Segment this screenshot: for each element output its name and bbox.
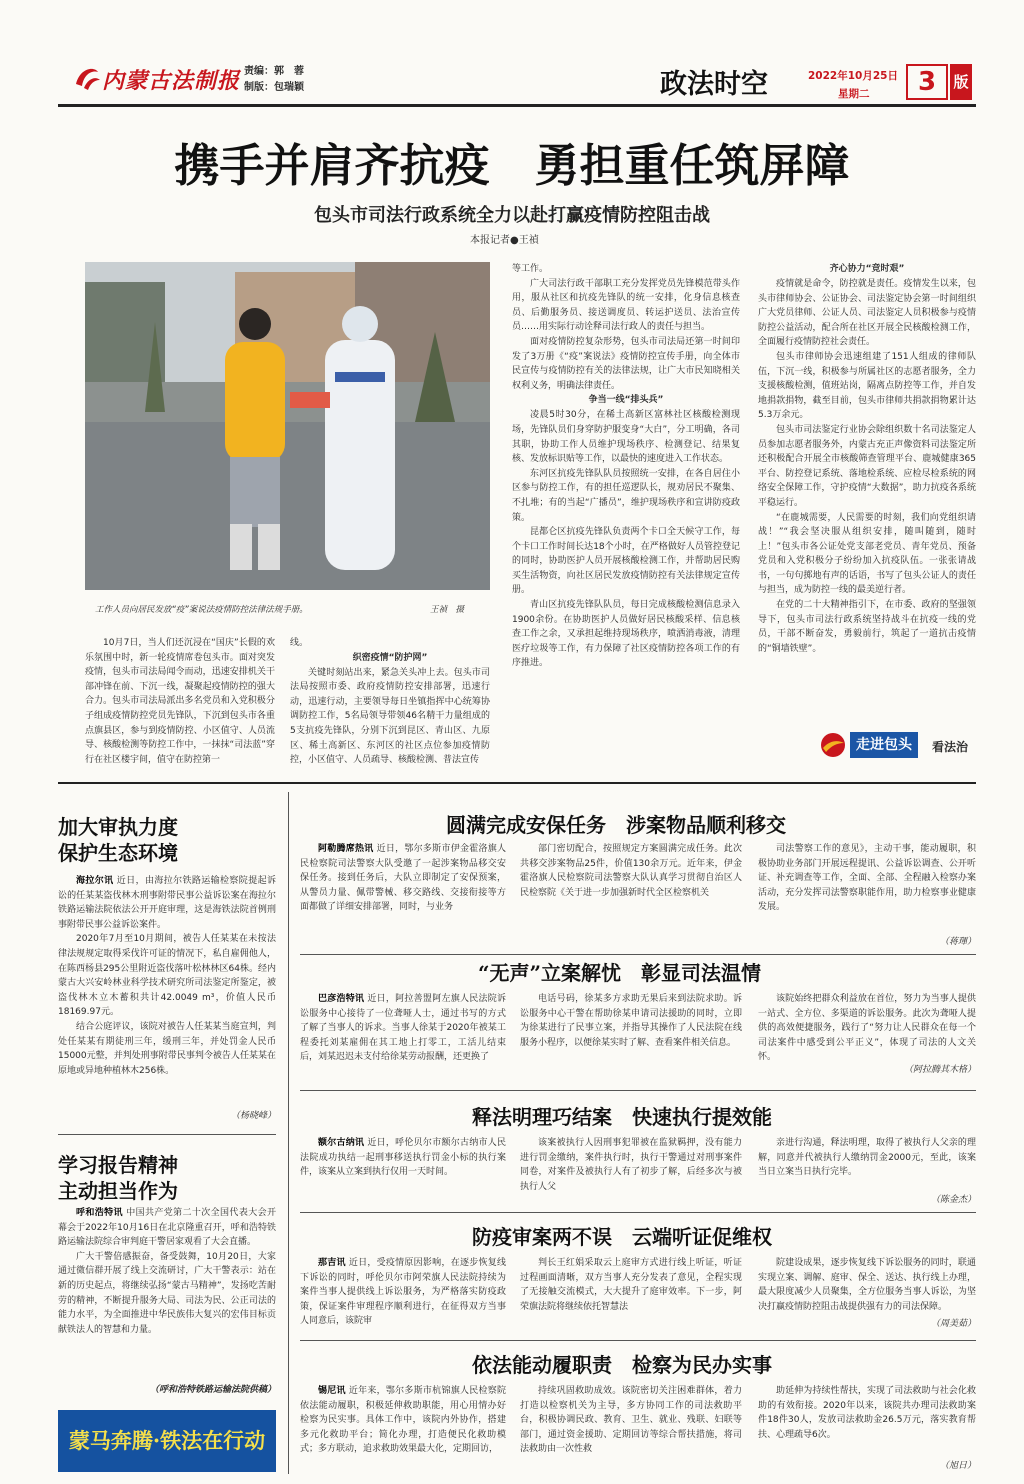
left-story-2-body bbox=[58, 1206, 276, 1382]
left-story-2-dateline: 呼和浩特讯 bbox=[76, 1208, 123, 1218]
story-b-col-1 bbox=[300, 992, 506, 1080]
issue-date: 2022年10月25日 bbox=[808, 70, 898, 82]
story-b-signature: （阿拉腾其木格） bbox=[903, 1065, 976, 1075]
photo-scene-icon bbox=[85, 262, 490, 590]
story-d-col2-text: 判长王红娟采取云上庭审方式进行线上听证，听证过程画面清晰，双方当事人充分发表了意见，全程实现了无接触交流模式，大大提升了庭审效率。下一步，阿荣旗法院将继续依托智慧法 bbox=[520, 1258, 742, 1312]
lead-col3-para-3: 凌晨5时30分，在稀土高新区富林社区核酸检测现场，先锋队员们身穿防护服变身“大白”，分工明确，各司其职，协助工作人员维护现场秩序、检测登记、结果复核、发放标识贴等工作，以最快的速度进入工作状态。 bbox=[512, 410, 740, 465]
story-b-col-3 bbox=[758, 992, 976, 1066]
lead-subhead-2: 争当一线“排头兵” bbox=[588, 395, 664, 406]
story-a-col1-text: 近日，鄂尔多斯市伊金霍洛旗人民检察院司法警察大队受邀了一起涉案物品移交安保任务。接到任务后，大队立即制定了安保预案，从警员力量、佩带警械、移交路线、交接衔接等方面都做了详细安排部署，同时，与业务 bbox=[300, 844, 506, 913]
story-b-col3-text: 该院始终把群众利益放在首位，努力为当事人提供一站式、全方位、多渠道的诉讼服务。此次为聋哑人提供的高效便捷服务，践行了“努力让人民群众在每一个司法案件中感受到公平正义”，体现了司法的人文关怀。 bbox=[758, 994, 976, 1063]
story-d-col-3 bbox=[758, 1256, 976, 1326]
designer-credit: 制版：包瑞颖 bbox=[244, 82, 304, 93]
lead-bottom-rule bbox=[58, 782, 976, 784]
lead-col3-para-1: 广大司法行政干部职工充分发挥党员先锋模范带头作用，服从社区和抗疫先锋队的统一安排，化身信息核查员、后勤服务员、接送调度员、转运护送员、法治宣传员……用实际行动诠释司法行政人的责任与担当。 bbox=[512, 278, 740, 333]
lead-column-4 bbox=[758, 262, 976, 720]
page-suffix: 版 bbox=[953, 73, 969, 91]
story-e-para-1 bbox=[300, 1384, 506, 1457]
lead-subheadline: 包头市司法行政系统全力以赴打赢疫情防控阻击战 bbox=[314, 205, 710, 226]
story-b-col-2 bbox=[520, 992, 742, 1080]
divider-c bbox=[300, 1212, 976, 1213]
section-name: 政法时空 bbox=[660, 69, 768, 100]
badge-sub-label: 看法治 bbox=[932, 740, 969, 754]
story-a-dateline: 阿勒腾席热讯 bbox=[318, 844, 374, 854]
story-c-col2-text: 该案被执行人因刑事犯罪被在监狱羁押，没有能力进行罚金缴纳，案件执行时，执行干警通过对刑事案件同卷，对案件及被执行人有了初步了解，后经多次与被执行人父 bbox=[520, 1138, 742, 1192]
story-a-col-1 bbox=[300, 842, 506, 954]
lead-byline: 本报记者●王禎 bbox=[470, 235, 539, 246]
story-c-col-1 bbox=[300, 1136, 506, 1208]
story-d-title: 防疫审案两不误 云端听证促维权 bbox=[472, 1225, 772, 1249]
story-c-signature: （陈金杰） bbox=[930, 1195, 976, 1205]
page-number: 3 bbox=[917, 67, 937, 97]
promo-banner-label: 蒙马奔腾·铁法在行动 bbox=[68, 1428, 266, 1453]
story-b-title: “无声”立案解忧 彰显司法温情 bbox=[478, 961, 762, 985]
story-a-para-1 bbox=[300, 842, 506, 915]
lead-col3-text-a: 等工作。 bbox=[512, 264, 549, 274]
masthead-rule bbox=[58, 104, 976, 107]
lead-col4-para-1: 疫情就是命令，防控就是责任。疫情发生以来，包头市律师协会、公证协会、司法鉴定协会第一时间组织广大党员律师、公证人员、司法鉴定人员积极参与疫情防控公益活动，配合所在社区开展全民核酸检测工作，全面履行疫情防控社会责任。 bbox=[758, 279, 976, 348]
left-story-1-para-3: 结合公庭评议，该院对被告人任某某当庭宣判，判处任某某有期徒刑三年，缓刑三年，并处罚金人民币15000元整，并判处刑事附带民事判令被告人任某某在原地或异地种植林木256株。 bbox=[58, 1021, 276, 1076]
story-c-title: 释法明理巧结案 快速执行提效能 bbox=[472, 1105, 772, 1129]
lead-col2-text-a: 线。 bbox=[290, 638, 309, 648]
divider-d bbox=[300, 1340, 976, 1341]
masthead bbox=[0, 0, 1024, 110]
story-d-para-1 bbox=[300, 1256, 506, 1329]
left-story-1-body bbox=[58, 874, 276, 1126]
lead-col3-para-5: 昆都仑区抗疫先锋队负责两个卡口全天候守工作，每个卡口工作时间长达18个小时，在严格做好人员管控登记的同时，协助医护人员开展核酸检测工作，并帮助居民购买生活物资，向社区居民发放疫情防控有关法律规定宣传册。 bbox=[512, 527, 740, 596]
lead-col1-text: 10月7日，当人们还沉浸在“国庆”长假的欢乐氛围中时，新一轮疫情席卷包头市。面对突发疫情，包头市司法局闻令而动，迅速安排机关干部冲锋在前、下沉一线，凝聚起疫情防控的强大合力。包头市司法局派出多名党员和入党积极分子组成疫情防控党员先锋队，下沉到包头市各重点旗县区，参与到疫情防控、小区值守、人员流导、核酸检测等防控工作中，一抹抹“司法蓝”穿行在社区楼宇间，值守在防控第一 bbox=[85, 638, 275, 765]
story-e-signature: （旭日） bbox=[939, 1461, 976, 1471]
story-d-col3-text: 院建设成果，逐步恢复线下诉讼服务的同时，联通实现立案、调解、庭审、保全、送达、执行线上办理，最大限度减少人员聚集，全方位服务当事人诉讼，为坚决打赢疫情防控阻击战提供强有力的司法保障。 bbox=[758, 1258, 976, 1312]
story-d-col1-text: 近日，受疫情原因影响，在逐步恢复线下诉讼的同时，呼伦贝尔市阿荣旗人民法院持续为案件当事人提供线上诉讼服务，为严格落实防疫政策，保证案件审理程序顺利进行，在征得双方当事人同意后，该院审 bbox=[300, 1258, 506, 1327]
left-story-2-signature: （呼和浩特铁路运输法院供稿） bbox=[149, 1385, 276, 1395]
story-e-dateline: 锡尼讯 bbox=[318, 1386, 346, 1396]
story-b-col2-text: 电话号码，徐某多方求助无果后来到法院求助。诉讼服务中心干警在帮助徐某申请司法援助的同时，立即为徐某进行了民事立案，并指导其操作了人民法院在线服务小程序，以便徐某实时了解、查看案件相关信息。 bbox=[520, 994, 742, 1048]
left-story-2-para-1 bbox=[58, 1206, 276, 1250]
story-d-dateline: 那吉讯 bbox=[318, 1258, 346, 1268]
story-e-col2-text: 持续巩固救助成效。该院密切关注困难群体，着力打造以检察机关为主导，多方协同工作的司法救助平台，积极协调民政、教育、卫生、就业、残联、妇联等部门，通过资金援助、定期回访等综合帮扶措施，将司法救助由一次性救 bbox=[520, 1386, 742, 1455]
story-a-col2-text: 部门密切配合，按照规定方案圆满完成任务。此次共移交涉案物品25件，价值130余万元。近年来，伊金霍洛旗人民检察院司法警察大队认真学习贯彻自治区人民检察院《关于进一步加强新时代全区检察机关 bbox=[520, 844, 742, 898]
left-story-1-title-2: 保护生态环境 bbox=[58, 841, 178, 865]
story-d-col-1 bbox=[300, 1256, 506, 1338]
story-c-col3-text: 亲进行沟通，释法明理，取得了被执行人父亲的理解，同意并代被执行人缴纳罚金2000元，至此，该案当日立案当日执行完毕。 bbox=[758, 1138, 976, 1178]
story-a-col3-text: 司法警察工作的意见》，主动干事，能动履职，积极协助业务部门开展远程提讯、公益诉讼调查、公开听证、补充调查等工作，全面、全部、全程融入检察办案活动，充分发挥司法警察职能作用，助力检察事业健康发展。 bbox=[758, 844, 976, 913]
story-c-col1-text: 近日，呼伦贝尔市额尔古纳市人民法院成功执结一起刑事移送执行罚金小标的执行案件，该案从立案到执行仅用一天时间。 bbox=[300, 1138, 506, 1178]
story-a-title: 圆满完成安保任务 涉案物品顺利移交 bbox=[446, 813, 786, 837]
lead-col3-para-4: 东河区抗疫先锋队队员按照统一安排，在各自居住小区参与防控工作，有的担任巡逻队长，规劝居民不聚集、不扎堆；有的当起“广播员”，维护现场秩序和宣讲防疫政策。 bbox=[512, 468, 740, 523]
story-b-col1-text: 近日，阿拉善盟阿左旗人民法院诉讼服务中心接待了一位聋哑人士，通过书写的方式了解了当事人的诉求。当事人徐某于2020年被某工程委托刘某雇佣在其工地上打零工，工活儿结束后，刘某迟迟未支付给徐某劳动报酬，还更换了 bbox=[300, 994, 506, 1063]
paper-name: 内蒙古法制报 bbox=[102, 68, 241, 94]
lead-subhead-3: 齐心协力“竞时艰” bbox=[829, 264, 905, 274]
story-d-col-2 bbox=[520, 1256, 742, 1338]
story-e-col-2 bbox=[520, 1384, 742, 1474]
left-story-1-title-1: 加大审执力度 bbox=[58, 815, 178, 839]
story-a-signature: （蒋琿） bbox=[939, 937, 976, 947]
lead-col4-para-3: 包头市司法鉴定行业协会除组织数十名司法鉴定人员参加志愿者服务外，内蒙古充正声像资料司法鉴定所还积极配合开展全市核酸筛查管理平台、鹿城健康365平台、防控登记系统、落地检系统、应检尽检系统的网络安全保障工作，守护疫情“大数据”，助力抗疫各系统平稳运行。 bbox=[758, 424, 976, 508]
lead-col3-para-6: 青山区抗疫先锋队队员，每日完成核酸检测信息录入1900余份。在协助医护人员做好居民核酸采样、信息核查工作之余，又承担起维持现场秩序，喷洒消毒液，清理医疗垃圾等工作，有力保障了社区疫情防控各项工作的有序推进。 bbox=[512, 600, 740, 669]
lead-col4-para-4: “在鹿城需要，人民需要的时刻，我们向党组织请战！”“我会坚决服从组织安排，随叫随到，随时上！”包头市各公证处党支部老党员、青年党员、预备党员和入党积极分子纷纷加入抗疫队伍。一张张请战书，一句句掷地有声的话语，书写了包头公证人的责任与担当，成为防控一线的最美逆行者。 bbox=[758, 512, 976, 596]
lead-subhead-1: 织密疫情“防护网” bbox=[352, 652, 428, 663]
left-divider-1 bbox=[58, 1134, 276, 1135]
story-c-dateline: 额尔古纳讯 bbox=[318, 1138, 365, 1148]
walk-into-baotou-badge bbox=[820, 728, 976, 762]
story-c-col-2 bbox=[520, 1136, 742, 1208]
story-c-para-1 bbox=[300, 1136, 506, 1180]
lead-column-3 bbox=[512, 262, 740, 774]
left-story-1-para-1 bbox=[58, 874, 276, 932]
photo-credit: 王禎 摄 bbox=[430, 605, 465, 615]
lead-headline: 携手并肩齐抗疫 勇担重任筑屏障 bbox=[174, 139, 850, 192]
page-number-box bbox=[906, 64, 948, 100]
photo-caption: 工作人员向居民发放“疫”案说法疫情防控法律法规手册。 bbox=[95, 605, 308, 615]
lead-photo bbox=[85, 262, 490, 590]
lead-column-1 bbox=[85, 636, 275, 776]
left-story-1-signature: （杨晓峰） bbox=[230, 1111, 276, 1121]
badge-swoosh-icon bbox=[820, 732, 846, 758]
left-story-1-para-2: 2020年7月至10月期间，被告人任某某在未按法律法规规定取得采伐许可证的情况下，私自雇佣他人，在陈西杨县295公里附近盗伐落叶松林林区64株。经内蒙古大兴安岭林业科学技术研究所司法鉴定所鉴定，被盗伐林木立木蓄积共计42.0049 m³，价值人民币18169.97元。 bbox=[58, 934, 276, 1018]
story-e-col1-text: 近年来，鄂尔多斯市杭锦旗人民检察院依法能动履职，积极延伸救助职能，用心用情办好检察为民实事。具体工作中，该院内外协作，搭建多元化救助平台；简化办理，打造便民化救助模式；多方联动，追求救助效果最大化，定期回访， bbox=[300, 1386, 506, 1455]
paper-logo-icon bbox=[72, 62, 102, 92]
story-a-col-3 bbox=[758, 842, 976, 938]
lead-col3-para-2: 面对疫情防控复杂形势，包头市司法局还第一时间印发了3万册《“疫”案说法》疫情防控宣传手册，向全体市民宣传与疫情防控有关的法律法规，让广大市民知晓相关权利义务，明确法律责任。 bbox=[512, 336, 740, 391]
lead-col2-text-b: 关键时刻站出来，紧急关头冲上去。包头市司法局按照市委、政府疫情防控安排部署，迅速行动，迅速行动，主要领导每日坐镇指挥中心统筹协调防控工作，5名局领导带领46名精干力量组成的5支抗疫先锋队，分别下沉到昆区、青山区、九原区、稀土高新区、东河区的社区点位参加疫情防控，小区值守、人员疏导、核酸检测、普法宣传 bbox=[290, 667, 490, 766]
left-story-2-title-1: 学习报告精神 bbox=[58, 1153, 178, 1177]
story-e-col-3 bbox=[758, 1384, 976, 1458]
page-suffix-box bbox=[950, 64, 972, 100]
badge-main-label: 走进包头 bbox=[850, 732, 918, 758]
left-story-2-para-2: 广大干警倍感振奋，备受鼓舞，10月20日，大家通过微信群开展了线上交流研讨，广大干警表示：站在新的历史起点，将继续弘扬“蒙古马精神”，发扬吃苦耐劳的精神，不断提升服务大局、司法为民、公正司法的能力水平，为全面推进中华民族伟大复兴的宏伟目标贡献铁法人的智慧和力量。 bbox=[58, 1251, 276, 1335]
vertical-divider bbox=[288, 792, 289, 1474]
lead-col4-para-2: 包头市律师协会迅速组建了151人组成的律师队伍，下沉一线，积极参与所属社区的志愿者服务，全力支援核酸检测，值班站岗，隔离点防控等工作，并自发地捐款捐物，截至目前，包头市律师共捐款捐物累计达5.3万余元。 bbox=[758, 351, 976, 421]
lead-col4-para-5: 在党的二十大精神指引下，在市委、政府的坚强领导下，包头市司法行政系统坚持战斗在抗疫一线的党员，干部不断奋发，勇毅前行，筑起了一道抗击疫情的“铜墙铁壁”。 bbox=[758, 600, 976, 654]
story-d-signature: （周美茹） bbox=[930, 1319, 976, 1329]
left-story-2-title-2: 主动担当作为 bbox=[58, 1179, 178, 1203]
left-story-2-para-1-text: 中国共产党第二十次全国代表大会开幕会于2022年10月16日在北京隆重召开，呼和浩特铁路运输法院综合审判庭干警居家观看了大会直播。 bbox=[58, 1208, 276, 1248]
story-a-col-2 bbox=[520, 842, 742, 954]
story-e-col-1 bbox=[300, 1384, 506, 1474]
left-story-1-para-1-text: 近日，由海拉尔铁路运输检察院提起诉讼的任某某盗伐林木刑事附带民事公益诉讼案在海拉尔铁路运输法院依法公开开庭审理，这是海铁法院首例刑事附带民事公益诉讼案件。 bbox=[58, 876, 276, 930]
story-b-para-1 bbox=[300, 992, 506, 1065]
lead-column-2 bbox=[290, 636, 490, 776]
left-story-1-dateline: 海拉尔讯 bbox=[76, 876, 114, 886]
divider-b bbox=[300, 1090, 976, 1091]
story-e-col3-text: 助延伸为持续性帮扶，实现了司法救助与社会化救助的有效衔接。2020年以来，该院共办理司法救助案件18件30人，发放司法救助金26.5万元，落实教育帮扶、心理疏导6次。 bbox=[758, 1386, 976, 1440]
story-c-col-3 bbox=[758, 1136, 976, 1196]
story-e-title: 依法能动履职责 检察为民办实事 bbox=[472, 1353, 772, 1377]
left-promo-banner bbox=[58, 1410, 276, 1472]
issue-weekday: 星期二 bbox=[838, 88, 870, 100]
editor-credit: 责编：郭 蓉 bbox=[244, 66, 304, 77]
divider-a bbox=[300, 954, 976, 955]
story-b-dateline: 巴彦浩特讯 bbox=[318, 994, 365, 1004]
